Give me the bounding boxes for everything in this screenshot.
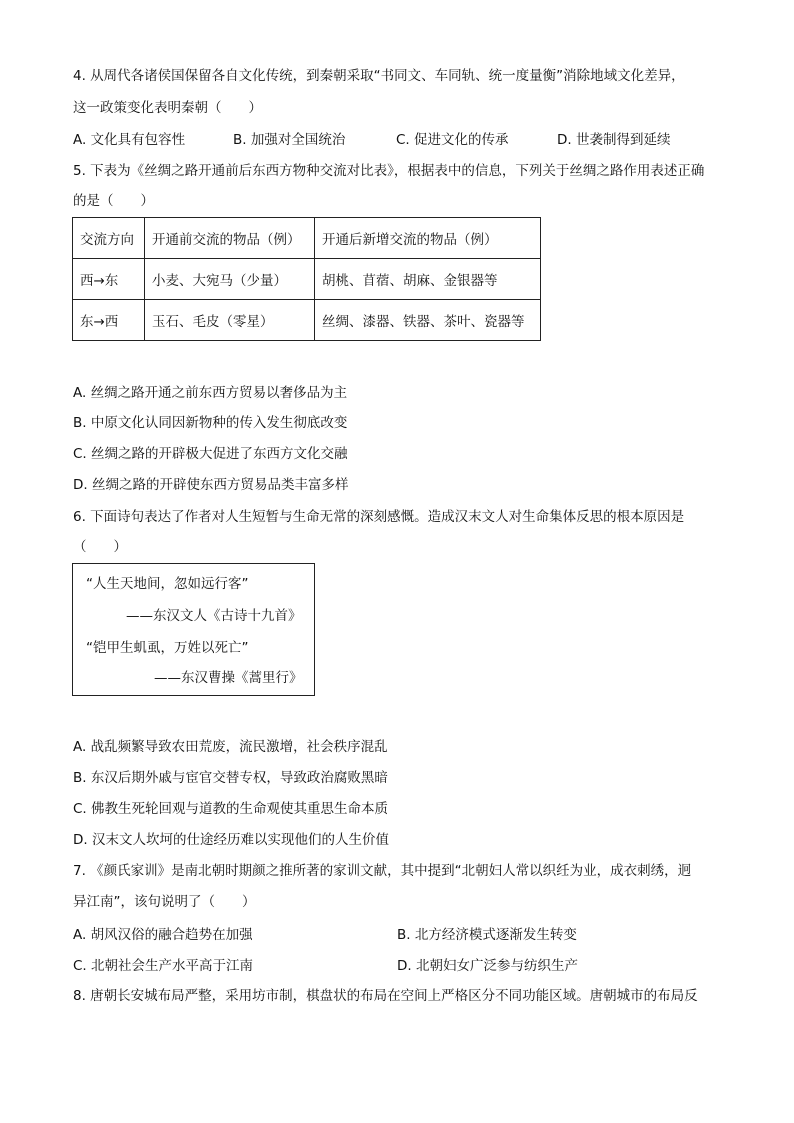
- q7-option-a: A. 胡风汉俗的融合趋势在加强: [73, 927, 253, 943]
- table-row: [73, 300, 541, 341]
- q5-option-d: D. 丝绸之路的开辟使东西方贸易品类丰富多样: [73, 477, 349, 493]
- table-row: [73, 259, 541, 300]
- q6-stem-line1: 6. 下面诗句表达了作者对人生短暂与生命无常的深刻感慨。造成汉末文人对生命集体反思的根本原因是: [73, 509, 685, 525]
- poem-box: [72, 563, 315, 696]
- q7-stem-line2: 异江南”，该句说明了（ ）: [73, 894, 256, 910]
- table-cell: 胡桃、苜蓿、胡麻、金银器等: [315, 259, 541, 300]
- q8-stem-line1: 8. 唐朝长安城布局严整，采用坊市制，棋盘状的布局在空间上严格区分不同功能区域。唐朝城市的布局反: [73, 988, 698, 1004]
- q5-stem-line2: 的是（ ）: [73, 193, 154, 209]
- table-header-cell: 交流方向: [73, 218, 145, 259]
- q7-option-d: D. 北朝妇女广泛参与纺织生产: [397, 958, 578, 974]
- q7-option-b: B. 北方经济模式逐渐发生转变: [397, 927, 577, 943]
- q5-option-b: B. 中原文化认同因新物种的传入发生彻底改变: [73, 415, 348, 431]
- q4-option-d: D. 世袭制得到延续: [557, 132, 671, 148]
- table-cell: 小麦、大宛马（少量）: [145, 259, 315, 300]
- table-cell: 西→东: [73, 259, 145, 300]
- q6-option-a: A. 战乱频繁导致农田荒废，流民激增，社会秩序混乱: [73, 739, 388, 755]
- q5-option-a: A. 丝绸之路开通之前东西方贸易以奢侈品为主: [73, 385, 348, 401]
- q6-option-d: D. 汉末文人坎坷的仕途经历难以实现他们的人生价值: [73, 832, 389, 848]
- q4-option-b: B. 加强对全国统治: [233, 132, 346, 148]
- q4-option-a: A. 文化具有包容性: [73, 132, 186, 148]
- q4-stem-line2: 这一政策变化表明秦朝（ ）: [73, 100, 262, 116]
- table-cell: 丝绸、漆器、铁器、茶叶、瓷器等: [315, 300, 541, 341]
- q7-stem-line1: 7. 《颜氏家训》是南北朝时期颜之推所著的家训文献，其中提到“北朝妇人常以织纴为业，成衣刺绣，迥: [73, 863, 692, 879]
- poem-verse-2: “铠甲生虮虱，万姓以死亡”: [86, 640, 249, 656]
- table-cell: 东→西: [73, 300, 145, 341]
- poem-source-2: ——东汉曹操《蒿里行》: [154, 670, 303, 686]
- q5-stem-line1: 5. 下表为《丝绸之路开通前后东西方物种交流对比表》，根据表中的信息，下列关于丝绸之路作用表述正确: [73, 163, 705, 179]
- q4-option-c: C. 促进文化的传承: [396, 132, 509, 148]
- comparison-table: [72, 217, 541, 341]
- q5-option-c: C. 丝绸之路的开辟极大促进了东西方文化交融: [73, 446, 348, 462]
- q6-option-b: B. 东汉后期外戚与宦官交替专权，导致政治腐败黑暗: [73, 770, 388, 786]
- poem-source-1: ——东汉文人《古诗十九首》: [126, 608, 302, 624]
- q6-stem-line2: （ ）: [73, 539, 127, 555]
- table-header-row: [73, 218, 541, 259]
- q7-option-c: C. 北朝社会生产水平高于江南: [73, 958, 254, 974]
- q6-option-c: C. 佛教生死轮回观与道教的生命观使其重思生命本质: [73, 801, 389, 817]
- table-header-cell: 开通后新增交流的物品（例）: [315, 218, 541, 259]
- table-cell: 玉石、毛皮（零星）: [145, 300, 315, 341]
- q4-stem-line1: 4. 从周代各诸侯国保留各自文化传统，到秦朝采取“书同文、车同轨、统一度量衡”消除地域文化差异，: [73, 68, 685, 84]
- table-header-cell: 开通前交流的物品（例）: [145, 218, 315, 259]
- poem-verse-1: “人生天地间，忽如远行客”: [86, 576, 249, 592]
